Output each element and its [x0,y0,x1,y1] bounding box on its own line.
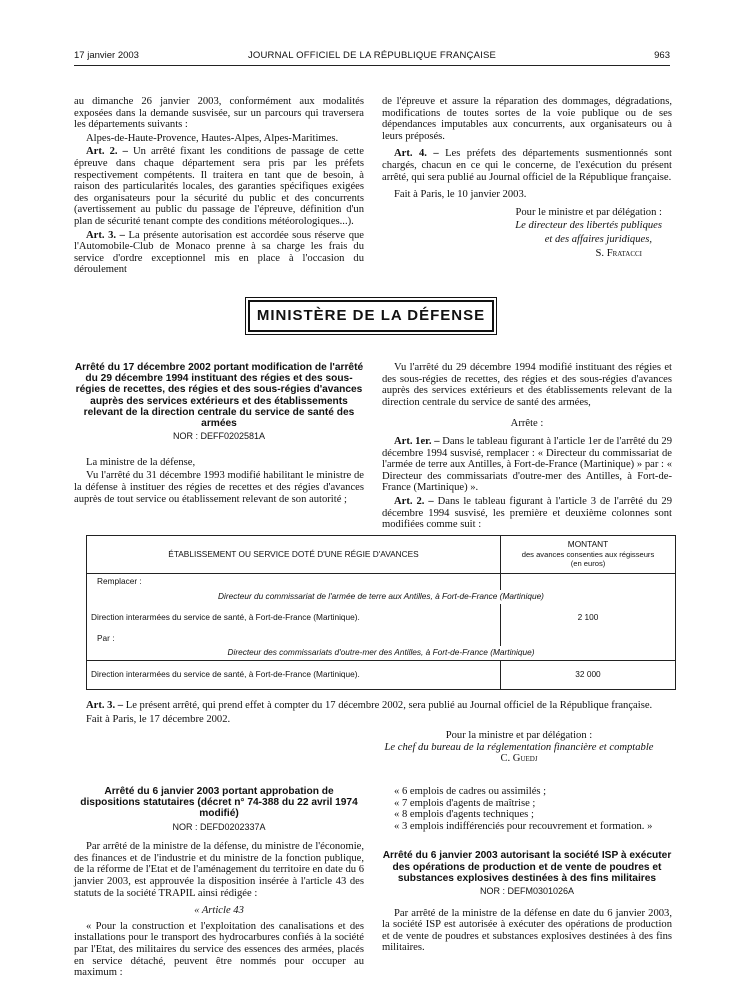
nor-reference: NOR : DEFD0202337A [172,821,266,832]
running-header [74,50,670,62]
arrete-2-3-column [382,786,672,956]
ministry-title: MINISTÈRE DE LA DÉFENSE [256,307,486,325]
table-cell: Remplacer : [97,576,142,587]
table-cell: Par : [97,633,115,644]
article-label: Art. 1er. – [394,435,440,447]
table-cell: 2 100 [501,604,676,632]
table-header [501,536,676,574]
paragraph: La ministre de la défense, [86,456,196,468]
paragraph [382,148,672,183]
list-item: « 3 emplois indifférenciés pour recouvrement et formation. » [394,820,653,832]
paragraph [382,496,672,531]
arrete-2-column [74,786,364,981]
arrete-title: Arrêté du 17 décembre 2002 portant modification de l'arrêté du 29 décembre 1994 instituant des régies et des sous-régies de recettes, des régies et des sous-régies d'avances auprès des services extérieurs et des établissements relevant de la direction centrale du service de santé des armées [74,362,364,430]
article-label: Art. 3. – [86,229,125,241]
table-cell: Directeur des commissariats d'outre-mer des Antilles, à Fort-de-France (Martinique) [227,647,535,658]
header-page-number: 963 [654,50,670,61]
signature-line: Pour la ministre et par délégation : [445,730,593,741]
signature-line: Le chef du bureau de la réglementation financière et comptable [384,741,654,753]
article-text: Les préfets des départements susmentionnés sont chargés, chacun en ce qui le concerne, de l'exécution du présent arrêté, qui sera publié au Journal officiel de la République française. [382,148,672,183]
top-right-column [382,96,672,261]
paragraph: Vu l'arrêté du 29 décembre 1994 modifié instituant des régies et des sous-régies de recettes, des régies et des sous-régies d'avances auprès des services extérieurs et des établissements relevant de la direction centrale du service de santé des armées, [382,362,672,408]
table-header: ÉTABLISSEMENT OU SERVICE DOTÉ D'UNE RÉGIE D'AVANCES [87,536,501,574]
signature-date: Fait à Paris, le 17 décembre 2002. [86,713,231,725]
table-header-text: (en euros) [570,559,606,569]
header-rule [74,65,670,66]
paragraph [74,146,364,227]
arrete-keyword: Arrête : [510,418,544,430]
nor-reference: NOR : DEFF0202581A [172,431,266,442]
article-text: Le présent arrêté, qui prend effet à compter du 17 décembre 2002, sera publié au Journal officiel de la République française. [125,700,653,711]
paragraph: Vu l'arrêté du 31 décembre 1993 modifié habilitant le ministre de la défense à instituer des régies de recettes et des régies d'avances auprès de tout service ou établissement relevant de son autorité ; [74,470,364,505]
article-text: La présente autorisation est accordée sous réserve que l'Automobile-Club de Monaco prenne à sa charge les frais du service d'ordre exceptionnel mis en place à l'occasion du déroulement [74,229,364,276]
paragraph: « Pour la construction et l'exploitation des canalisations et des installations pour le transport des hydrocarbures confiés à la société par l'Etat, des militaires du service des essences des armées, placés en service détaché, peuvent être nommés pour occuper au maximum : [74,920,364,979]
arrete-title: Arrêté du 6 janvier 2003 portant approbation de dispositions statutaires (décret n° 74-388 du 22 avril 1974 modifié) [80,786,358,820]
article-text: Dans le tableau figurant à l'article 1er de l'arrêté du 29 décembre 1994 susvisé, remplacer : « Directeur du commissariat de l'armée de terre aux Antilles, à Fort-de-France (Martinique) » par : « Directeur des commissariats d'outre-mer des Antilles, à Fort-de-France (Martinique) ». [382,435,673,494]
signature-line: et des affaires juridiques, [544,233,652,245]
table-header-text: MONTANT [567,539,609,550]
list-item: « 8 emplois d'agents techniques ; [394,809,534,821]
list-item: « 6 emplois de cadres ou assimilés ; [394,786,547,797]
article-text: Un arrêté fixant les conditions de passage de cette épreuve dans chaque département sera pris par les préfets respectivement compétents. Il traitera en tant que de besoin, à raison des particularités locales, des garanties spécifiques exigées des organisateurs pour la sécurité du public et des concurrents (avertissement au public du passage de l'épreuve, définition d'un plan de sécurité tenant compte des conditions météorologiques...). [74,146,364,227]
article-label: Art. 4. – [394,148,439,160]
signatory: C. Guedj [500,753,538,765]
arrete-1-left-column [74,362,364,507]
article-heading: « Article 43 [194,905,244,917]
paragraph [74,230,364,276]
table-header-text: des avances consenties aux régisseurs [521,549,655,559]
arrete-1-end [74,700,670,765]
signature-block [374,730,664,765]
header-journal: JOURNAL OFFICIEL DE LA RÉPUBLIQUE FRANÇAISE [247,50,497,61]
table-cell [501,574,676,591]
signature-line: Pour le ministre et par délégation : [515,206,662,218]
table-cell [501,632,676,646]
arrete-1-right-column [382,362,672,533]
paragraph: au dimanche 26 janvier 2003, conformément aux modalités exposées dans la demande susvisée, sur un parcours qui traversera les départements suivants : [74,96,364,131]
article-label: Art. 2. – [394,495,434,507]
ministry-heading [248,300,494,332]
article-label: Art. 3. – [86,700,124,711]
paragraph: Par arrêté de la ministre de la défense, du ministre de l'économie, des finances et de l'industrie et du ministre de la fonction publique, de la réforme de l'Etat et de l'aménagement du territoire en date du 6 janvier 2003, est approuvée la disposition insérée à l'article 43 des statuts de la société TRAPIL ainsi rédigée : [74,841,365,899]
table-cell: Direction interarmées du service de santé, à Fort-de-France (Martinique). [87,661,501,690]
avances-table [86,535,676,690]
arrete-title: Arrêté du 6 janvier 2003 autorisant la société ISP à exécuter des opérations de production et de vente de poudres et substances explosives destinées à des fins militaires [382,850,672,884]
article-label: Art. 2. – [86,146,128,158]
table-cell: 32 000 [501,661,676,690]
article-text: Dans le tableau figurant à l'article 3 de l'arrêté du 29 décembre 1994 susvisé, les première et deuxième colonnes sont modifiées comme suit : [382,495,672,531]
signature-line: Le directeur des libertés publiques [515,220,662,232]
paragraph [382,436,672,494]
table-cell: Direction interarmées du service de santé, à Fort-de-France (Martinique). [91,612,360,623]
header-date: 17 janvier 2003 [74,50,139,61]
paragraph: Par arrêté de la ministre de la défense en date du 6 janvier 2003, la société ISP est autorisée à exécuter des opérations de production et de vente de poudres et substances explosives destinées à des fins militaires. [382,907,672,954]
signature-date: Fait à Paris, le 10 janvier 2003. [394,189,527,201]
paragraph: de l'épreuve et assure la réparation des dommages, dégradations, modifications de toutes sortes de la voie publique ou de ses dépendances imputables aux concurrents, aux organisateurs ou à leurs préposés. [382,96,672,142]
list-item: « 7 emplois d'agents de maîtrise ; [394,797,536,809]
paragraph: Alpes-de-Haute-Provence, Hautes-Alpes, Alpes-Maritimes. [86,132,339,144]
paragraph [74,700,670,712]
table-cell: Directeur du commissariat de l'armée de terre aux Antilles, à Fort-de-France (Martinique) [218,591,544,602]
top-left-column [74,96,364,278]
signatory: S. Fratacci [595,247,642,259]
nor-reference: NOR : DEFM0301026A [479,885,575,896]
